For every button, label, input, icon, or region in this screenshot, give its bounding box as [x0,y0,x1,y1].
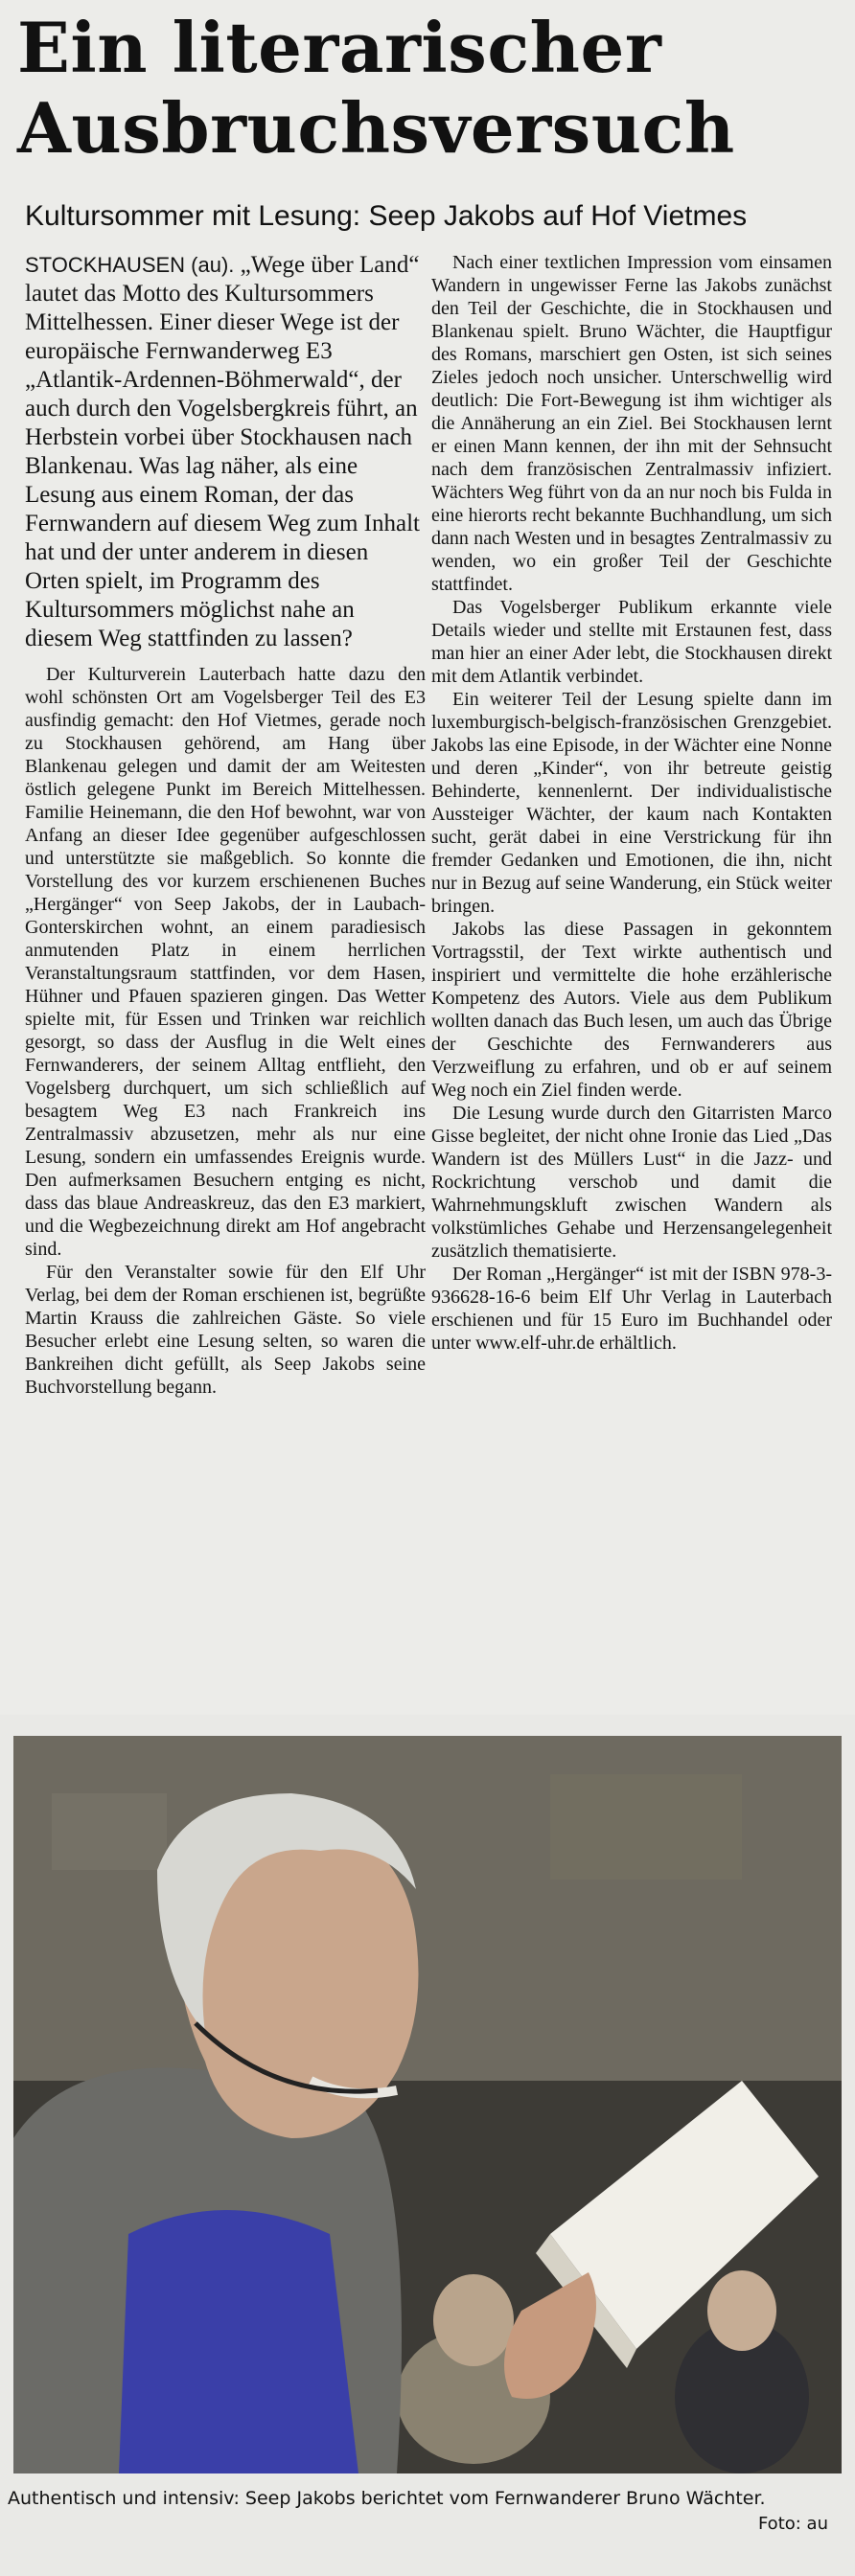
body-paragraph: Nach einer textlichen Impression vom einsamen Wandern in ungewisser Ferne las Jakobs zunächst den Teil der Geschichte, die in Stockhausen und Blankenau spielt. Bruno Wächter, die Hauptfigur des Romans, marschiert gen Osten, ist sich seines Zieles jedoch noch unsicher. Unterschwellig wird deutlich: Die Fort-Bewegung ist ihm wichtiger als die Annäherung an ein Ziel. Bei Stockhausen lernt er einen Mann kennen, der ihn mit der Sehnsucht nach dem französischen Zentralmassiv infiziert. Wächters Weg führt von da an nur noch bis Fulda in eine hierorts recht bekannte Buchhandlung, um sich dann nach Westen und in besagtes Zentralmassiv zu wenden, wo ein großer Teil der Geschichte stattfindet. [431,252,832,595]
headline [17,8,842,169]
body-paragraph: Das Vogelsberger Publikum erkannte viele Details wieder und stellte mit Erstaunen fest, dass man hier an einer Ader lebt, die Stockhausen direkt mit dem Atlantik verbindet. [431,597,832,687]
photo-illustration [13,1736,842,2473]
lead-text: „Wege über Land“ lautet das Motto des Kultursommers Mittelhessen. Einer dieser Wege ist der europäische Fernwanderweg E3 „Atlantik-Ardennen-Böhmerwald“, der auch durch den Vogelsbergkreis führt, an Herbstein vorbei über Stockhausen nach Blankenau. Was lag näher, als eine Lesung aus einem Roman, der das Fernwandern auf diesem Weg zum Inhalt hat und der unter anderem in diesen Orten spielt, im Programm des Kultursommers möglichst nahe an diesem Weg stattfinden zu lassen? [25,252,420,651]
body-paragraph: Der Kulturverein Lauterbach hatte dazu den wohl schönsten Ort am Vogelsberger Teil des E3 ausfindig gemacht: den Hof Vietmes, gerade noch zu Stockhausen gehörend, am Hang über Blankenau gelegen und damit der am Weitesten östlich gelegene Punkt im Bereich Mittelhessen. Familie Heinemann, die den Hof bewohnt, war von Anfang an dieser Idee gegenüber aufgeschlossen und unterstützte sie maßgeblich. So konnte die Vorstellung des vor kurzem erschienenen Buches „Hergänger“ von Seep Jakobs, der in Laubach-Gonterskirchen wohnt, an einem paradiesisch anmutenden Platz in einem herrlichen Veranstaltungsraum stattfinden, vor dem Hasen, Hühner und Pfauen spazieren gingen. Das Wetter spielte mit, für Essen und Trinken war reichlich gesorgt, so dass der Ausflug in die Welt eines Fernwanderers, der seinem Alltag entflieht, den Vogelsberg durchquert, um sich schließlich auf besagtem Weg E3 nach Frankreich ins Zentralmassiv abzusetzen, mehr als nur eine Lesung, sondern ein umfassendes Ereignis wurde. Den aufmerksamen Besuchern entging es nicht, dass das blaue Andreaskreuz, das den E3 markiert, und die Wegbezeichnung direkt am Hof angebracht sind. [25,664,426,1260]
headline-line-2: Ausbruchsversuch [17,87,735,169]
photo-caption: Authentisch und intensiv: Seep Jakobs berichtet vom Fernwanderer Bruno Wächter. [8,2488,766,2509]
dateline: STOCKHAUSEN (au). [25,253,235,277]
headline-line-1: Ein literarischer [17,7,662,88]
book-info-paragraph: Der Roman „Hergänger“ ist mit der ISBN 978-3-936628-16-6 beim Elf Uhr Verlag in Lauterbach erschienen und für 15 Euro im Buchhandel oder unter www.elf-uhr.de erhältlich. [431,1264,832,1354]
author-reading-photo [13,1736,842,2473]
body-paragraph: Jakobs las diese Passagen in gekonntem Vortragsstil, der Text wirkte authentisch und inspiriert und vermittelte die hohe erzählerische Kompetenz des Autors. Viele aus dem Publikum wollten danach das Buch lesen, um auch das Übrige der Geschichte des Fernwanderers aus Verzweiflung zu erfahren, und ob er auf seinem Weg noch ein Ziel finden werde. [431,919,832,1101]
body-paragraph: Ein weiterer Teil der Lesung spielte dann im luxemburgisch-belgisch-französischen Grenzgebiet. Jakobs las eine Episode, in der Wächter eine Nonne und deren „Kinder“, von ihr betreute geistig Behinderte, kennenlernt. Der individualistische Aussteiger Wächter, der kaum nach Kontakten sucht, gerät dabei in eine Verstrickung für ihn fremder Gedanken und Emotionen, die ihn, nicht nur in Bezug auf seine Wanderung, ein Stück weiter bringen. [431,689,832,917]
article-column-left [25,251,426,1399]
article-column-right [431,251,832,1355]
lead-paragraph [25,251,426,653]
photo-credit: Foto: au [757,2514,828,2534]
body-paragraph: Für den Veranstalter sowie für den Elf Uhr Verlag, bei dem der Roman erschienen ist, begrüßte Martin Krauss die zahlreichen Gäste. So viele Besucher erlebt eine Lesung selten, so waren die Bankreihen dicht gefüllt, als Seep Jakobs seine Buchvorstellung begann. [25,1262,426,1398]
body-paragraph: Die Lesung wurde durch den Gitarristen Marco Gisse begleitet, der nicht ohne Ironie das Lied „Das Wandern ist des Müllers Lust“ in die Jazz- und Rockrichtung verschob und damit die Wahrnehmungskluft zwischen Wandern als volkstümliches Gehabe und Herzensangelegenheit zusätzlich thematisierte. [431,1103,832,1262]
subheadline: Kultursommer mit Lesung: Seep Jakobs auf Hof Vietmes [25,200,748,232]
